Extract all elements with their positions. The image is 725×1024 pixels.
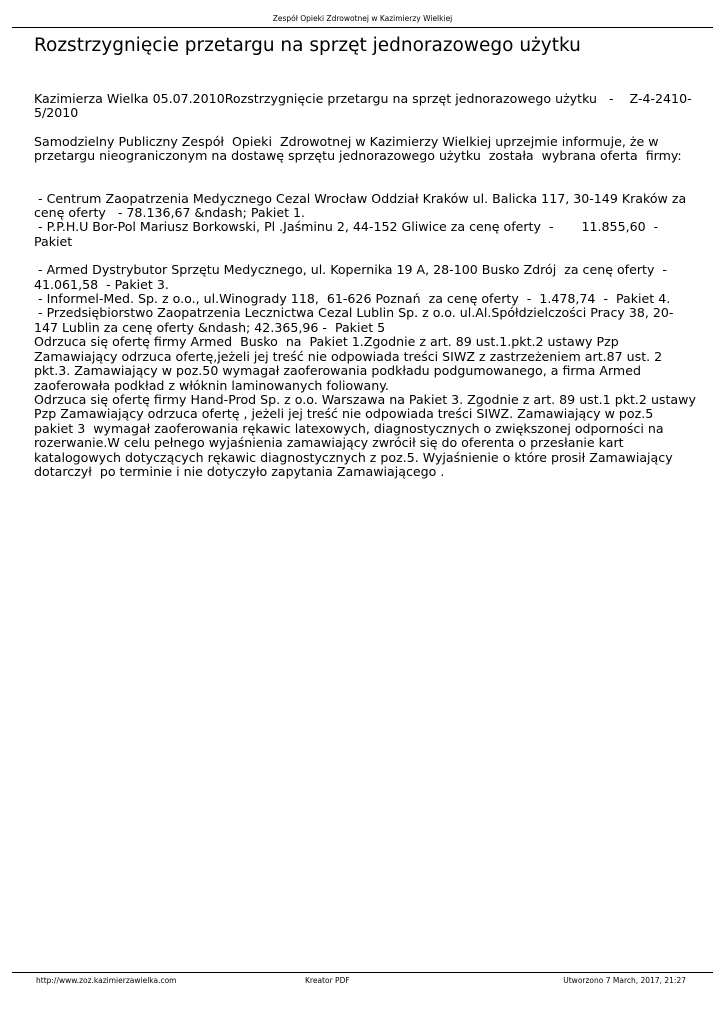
intro-paragraph: Samodzielny Publiczny Zespół Opieki Zdrowotnej w Kazimierzy Wielkiej uprzejmie informuje, że w przetargu nieograniczonym na dostawę sprzętu jednorazowego użytku została wybrana oferta firmy: — [34, 133, 682, 164]
document-body — [34, 91, 700, 479]
page-header: Zespół Opieki Zdrowotnej w Kazimierzy Wielkiej — [272, 14, 453, 23]
offer-line: - Centrum Zaopatrzenia Medycznego Cezal Wrocław Oddział Kraków ul. Balicka 117, 30-149 Kraków za cenę oferty - 78.136,67 &ndash; Pakiet 1. — [34, 190, 691, 221]
dateline: Kazimierza Wielka 05.07.2010Rozstrzygnięcie przetargu na sprzęt jednorazowego użytku - Z-4-2410-5/2010 — [34, 91, 692, 121]
document-title: Rozstrzygnięcie przetargu na sprzęt jednorazowego użytku — [34, 35, 581, 56]
rejection-paragraph: Odrzuca się ofertę firmy Hand-Prod Sp. z o.o. Warszawa na Pakiet 3. Zgodnie z art. 89 ust.1 pkt.2 ustawy Pzp Zamawiający odrzuca ofertę , jeżeli jej treść nie odpowiada treści SIWZ. Zamawiający w poz.5 pakiet 3 wymagał zaoferowania rękawic latexowych, diagnostycznych o zwiększonej odporności na rozerwanie.W celu pełnego wyjaśnienia zamawiający zwrócił się do oferenta o przesłanie kart katalogowych dotyczących rękawic diagnostycznych z poz.5. Wyjaśnienie o które prosił Zamawiający dotarczył po terminie i nie dotyczyło zapytania Zamawiającego . — [34, 391, 700, 479]
footer-url: http://www.zoz.kazimierzawielka.com — [36, 976, 177, 985]
offer-line: - P.P.H.U Bor-Pol Mariusz Borkowski, Pl .Jaśminu 2, 44-152 Gliwice za cenę oferty - 11.855,60 - Pakiet — [34, 219, 663, 249]
footer-divider — [12, 972, 713, 973]
rejection-paragraph: Odrzuca się ofertę firmy Armed Busko na Pakiet 1.Zgodnie z art. 89 ust.1.pkt.2 ustawy Pzp Zamawiający odrzuca ofertę,jeżeli jej treść nie odpowiada treści SIWZ z zastrzeżeniem art.87 ust. 2 pkt.3. Zamawiający w poz.50 wymagał zaoferowania podkładu podgumowanego, a firma Armed zaoferowała podkład z włóknin laminowanych foliowany. — [34, 334, 667, 393]
footer-generator: Kreator PDF — [305, 976, 350, 985]
header-divider — [12, 27, 713, 28]
offer-line: - Armed Dystrybutor Sprzętu Medycznego, ul. Kopernika 19 A, 28-100 Busko Zdrój za cenę oferty - 41.061,58 - Pakiet 3. — [34, 262, 671, 292]
offer-line: - Przedsiębiorstwo Zaopatrzenia Lecznictwa Cezal Lublin Sp. z o.o. ul.Al.Spółdzielczości Pracy 38, 20-147 Lublin za cenę oferty &ndash; 42.365,96 - Pakiet 5 — [34, 305, 674, 335]
footer-created-date: Utworzono 7 March, 2017, 21:27 — [563, 976, 686, 985]
page-footer — [36, 976, 686, 988]
offer-line: - Informel-Med. Sp. z o.o., ul.Winogrady 118, 61-626 Poznań za cenę oferty - 1.478,74 - Pakiet 4. — [34, 291, 671, 307]
